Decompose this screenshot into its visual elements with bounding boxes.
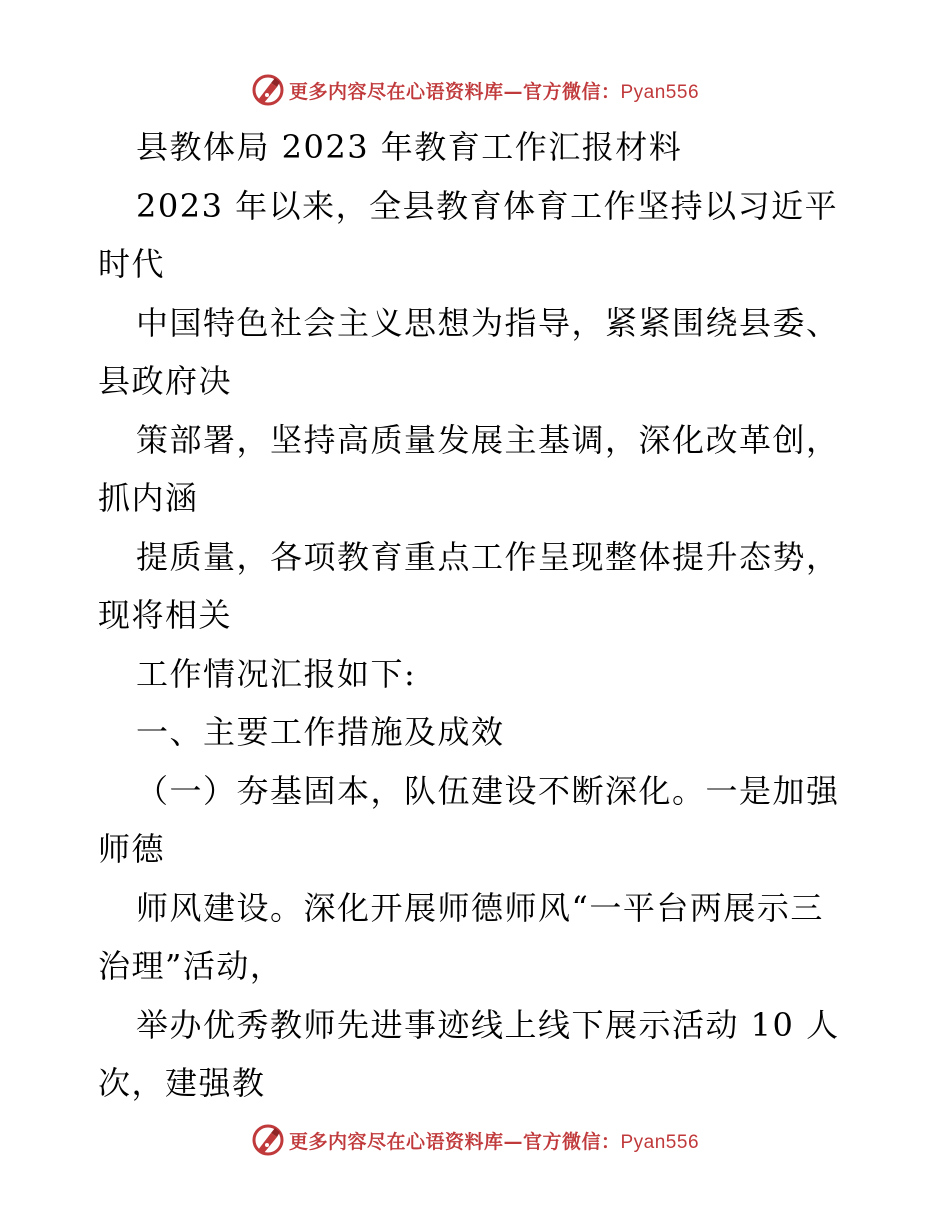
paragraph-line: 策部署，坚持高质量发展主基调，深化改革创， xyxy=(136,420,840,459)
subsection-heading: （一）夯基固本，队伍建设不断深化。一是加强 xyxy=(136,771,840,810)
paragraph-line: 2023 年以来，全县教育体育工作坚持以习近平 xyxy=(136,186,839,225)
section-heading: 一、主要工作措施及成效 xyxy=(136,713,505,751)
paragraph-line: 师德 xyxy=(98,830,166,868)
paragraph-line: 治理”活动， xyxy=(98,947,284,985)
paragraph-line: 现将相关 xyxy=(98,596,233,634)
paragraph-line: 提质量，各项教育重点工作呈现整体提升态势， xyxy=(136,537,840,576)
document-body xyxy=(98,118,858,1113)
header-wechat-id: Pyan556 xyxy=(620,81,700,103)
paragraph-line: 中国特色社会主义思想为指导，紧紧围绕县委、 xyxy=(136,303,840,342)
paragraph-line: 抓内涵 xyxy=(98,479,199,517)
footer-watermark-banner xyxy=(0,1120,950,1160)
header-watermark-text: 更多内容尽在心语资料库—官方微信：Pyan556 xyxy=(288,80,700,103)
paragraph-line: 次，建强教 xyxy=(98,1064,266,1102)
footer-wechat-id: Pyan556 xyxy=(620,1131,700,1153)
paragraph-line: 师风建设。深化开展师德师风“一平台两展示三 xyxy=(136,888,824,927)
pen-nib-logo-icon xyxy=(251,73,285,107)
pen-nib-logo-icon xyxy=(251,1123,285,1157)
paragraph-line: 时代 xyxy=(98,245,166,283)
footer-watermark-text: 更多内容尽在心语资料库—官方微信：Pyan556 xyxy=(288,1130,700,1153)
paragraph-line: 工作情况汇报如下: xyxy=(136,654,417,693)
header-watermark-banner xyxy=(0,70,950,110)
document-title: 县教体局 2023 年教育工作汇报材料 xyxy=(136,128,683,166)
paragraph-line: 举办优秀教师先进事迹线上线下展示活动 10 人 xyxy=(136,1005,840,1044)
paragraph-line: 县政府决 xyxy=(98,362,233,400)
